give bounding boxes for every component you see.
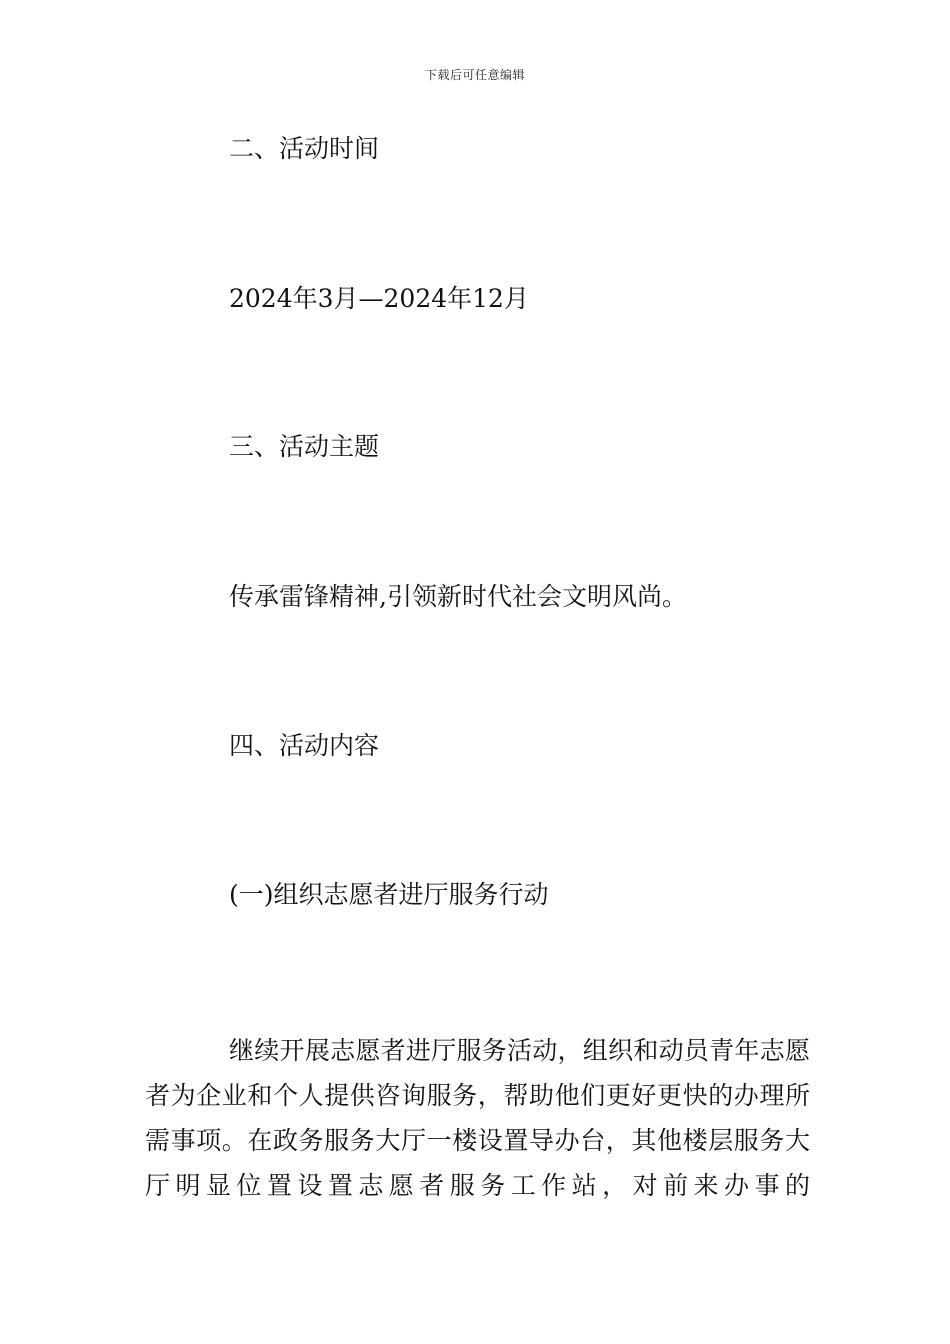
section-heading-activity-theme: 三、活动主题 [229, 432, 380, 461]
activity-period: 2024年3月—2024年12月 [229, 284, 529, 313]
header-note: 下载后可任意编辑 [424, 68, 525, 82]
section-heading-activity-time: 二、活动时间 [229, 134, 380, 163]
subsection-heading-volunteer-service: (一)组织志愿者进厅服务行动 [229, 880, 549, 909]
section-heading-activity-content: 四、活动内容 [229, 731, 380, 760]
body-paragraph: 继续开展志愿者进厅服务活动，组织和动员青年志愿者为企业和个人提供咨询服务，帮助他们更好更快的办理所需事项。在政务服务大厅一楼设置导办台，其他楼层服务大厅明显位置设置志愿者服务工作站，对前来办事的 [145, 1036, 810, 1200]
activity-theme: 传承雷锋精神,引领新时代社会文明风尚。 [229, 582, 687, 611]
